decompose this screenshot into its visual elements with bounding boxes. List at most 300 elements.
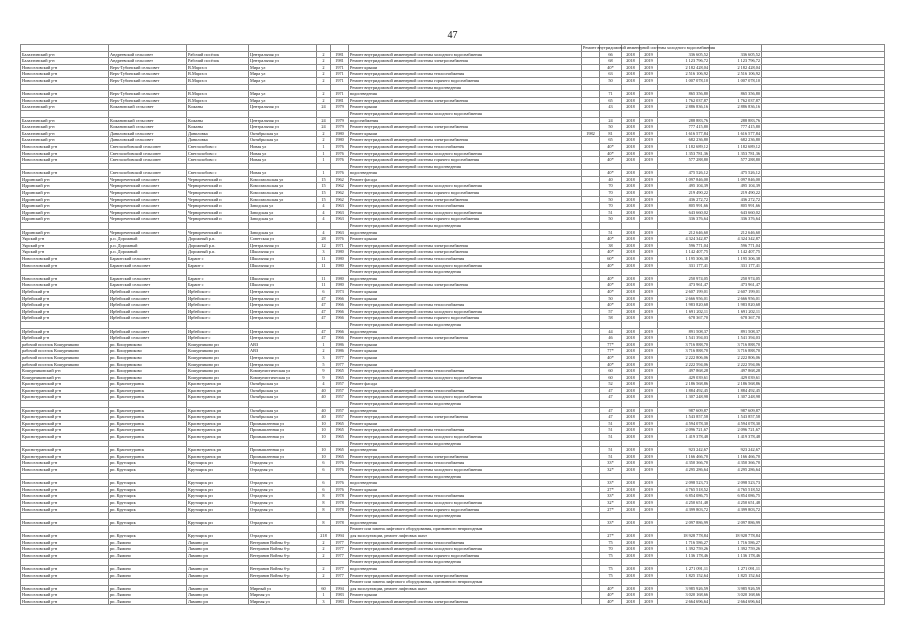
cell-street: Советская ул — [249, 236, 317, 243]
cell-house: 218 — [317, 532, 331, 539]
cell-district: Новоселовский р-н — [21, 275, 109, 282]
cell-cost-total: 212 646,60 — [710, 229, 762, 236]
cell-district — [21, 513, 109, 520]
cell-settlement: Кожановский сельсовет — [109, 117, 187, 124]
cell-work-type: Ремонт внутридомовой инженерной системы теплоснабжения — [349, 143, 582, 150]
cell-street — [249, 579, 317, 586]
cell-year-extra — [582, 381, 600, 388]
cell-year-extra — [582, 387, 600, 394]
cell-work-type: Ремонт внутридомовой инженерной системы холодного водоснабжения — [349, 434, 582, 441]
table-row — [21, 84, 885, 91]
table-row — [21, 526, 885, 533]
cell-district: Идринский р-н — [21, 209, 109, 216]
cell-notes — [762, 598, 885, 605]
cell-district: Новоселовский р-н — [21, 150, 109, 157]
cell-plan-start: 2018 — [622, 414, 640, 421]
cell-district: Краснотуранский р-н — [21, 387, 109, 394]
cell-year-extra — [582, 302, 600, 309]
cell-work-type: Ремонт внутридомовой инженерной системы горячего водоснабжения — [349, 157, 582, 164]
cell-year: 1957 — [331, 381, 349, 388]
cell-year-extra — [582, 71, 600, 78]
cell-plan-end: 2019 — [640, 354, 658, 361]
cell-plan-end: 2019 — [640, 368, 658, 375]
cell-year: 1976 — [331, 467, 349, 474]
cell-plan-end: 2019 — [640, 137, 658, 144]
cell-work-type: Ремонт внутридомовой инженерной системы теплоснабжения — [349, 203, 582, 210]
cell-house: 9 — [317, 374, 331, 381]
cell-year-extra — [582, 361, 600, 368]
cell-cost: 3 985 926,59 — [658, 585, 710, 592]
table-row — [21, 407, 885, 414]
cell-work-type: Ремонт внутридомовой инженерной системы водоотведения — [349, 163, 582, 170]
cell-cost-total: 2 182 428,04 — [710, 64, 762, 71]
table-row — [21, 559, 885, 566]
cell-plan-end: 2019 — [640, 176, 658, 183]
cell-wear — [600, 473, 622, 480]
cell-locality: Краснотуранск рп — [187, 407, 249, 414]
cell-notes — [762, 124, 885, 131]
cell-street: Школьная ул — [249, 275, 317, 282]
cell-cost: 678 367,70 — [658, 315, 710, 322]
cell-street: Центральная ул — [249, 242, 317, 249]
cell-year: 1957 — [331, 394, 349, 401]
cell-cost: 2 096 721,67 — [658, 427, 710, 434]
cell-cost: 1 166 466,70 — [658, 453, 710, 460]
cell-street: Коммунистическая ул — [249, 368, 317, 375]
cell-house: 8 — [317, 506, 331, 513]
cell-year: 1963 — [331, 229, 349, 236]
cell-locality: Ирбейское с — [187, 335, 249, 342]
cell-locality: Ирбейское с — [187, 295, 249, 302]
table-row — [21, 150, 885, 157]
cell-year: 1994 — [331, 532, 349, 539]
cell-settlement: рп. Краснотуранск — [109, 427, 187, 434]
cell-wear: 75 — [600, 572, 622, 579]
cell-house: 11 — [317, 282, 331, 289]
cell-street: Центральная ул — [249, 295, 317, 302]
cell-year: 1977 — [331, 361, 349, 368]
cell-street: Отрадная ул — [249, 467, 317, 474]
cell-year-extra — [582, 394, 600, 401]
cell-house: 8 — [317, 493, 331, 500]
cell-street: Заводская ул — [249, 229, 317, 236]
cell-year: 1980 — [331, 137, 349, 144]
cell-cost-total: 475 526,12 — [710, 170, 762, 177]
cell-plan-end: 2019 — [640, 77, 658, 84]
table-row — [21, 546, 885, 553]
table-row — [21, 321, 885, 328]
cell-cost-total: 219 490,22 — [710, 190, 762, 197]
table-row — [21, 341, 885, 348]
cell-year: 1965 — [331, 447, 349, 454]
table-row — [21, 440, 885, 447]
cell-house: 24 — [317, 124, 331, 131]
cell-cost — [658, 440, 710, 447]
cell-year-extra — [582, 269, 600, 276]
cell-settlement: Чернореченский сельсовет — [109, 203, 187, 210]
cell-notes — [762, 493, 885, 500]
cell-settlement: Ирбейский сельсовет — [109, 302, 187, 309]
cell-year-extra — [582, 97, 600, 104]
cell-plan-end: 2019 — [640, 117, 658, 124]
cell-locality: Кошурниково рп — [187, 361, 249, 368]
cell-house: 40 — [317, 387, 331, 394]
cell-wear: 47 — [600, 414, 622, 421]
cell-wear: 40* — [600, 236, 622, 243]
cell-settlement: Даниловский сельсовет — [109, 137, 187, 144]
cell-cost-total — [710, 223, 762, 230]
cell-locality — [187, 84, 249, 91]
cell-settlement: Чернореченский сельсовет — [109, 229, 187, 236]
cell-work-type: Ремонт внутридомовой инженерной системы электроснабжения — [349, 249, 582, 256]
cell-work-type: Ремонт крыши — [349, 236, 582, 243]
cell-plan-start: 2018 — [622, 183, 640, 190]
cell-notes — [762, 236, 885, 243]
cell-wear: 33* — [600, 480, 622, 487]
cell-street: Центральная ул — [249, 117, 317, 124]
cell-plan-start: 2018 — [622, 308, 640, 315]
cell-year: 1980 — [331, 262, 349, 269]
cell-house: 3 — [317, 354, 331, 361]
cell-district: Балахтинский р-н — [21, 130, 109, 137]
cell-locality — [187, 579, 249, 586]
cell-plan-end: 2019 — [640, 592, 658, 599]
cell-wear: 51 — [600, 427, 622, 434]
cell-year — [331, 110, 349, 117]
cell-plan-end: 2019 — [640, 203, 658, 210]
cell-street: Новая ул — [249, 170, 317, 177]
cell-locality: Светлолобово с — [187, 143, 249, 150]
cell-settlement: рп. Лямино — [109, 592, 187, 599]
cell-year-extra — [582, 486, 600, 493]
cell-plan-end: 2019 — [640, 480, 658, 487]
cell-settlement: рп. Крутоярск — [109, 499, 187, 506]
cell-district: Ирбейский р-н — [21, 302, 109, 309]
cell-notes — [762, 269, 885, 276]
cell-work-type: Ремонт крыши — [349, 288, 582, 295]
cell-cost-total: 682 236,80 — [710, 137, 762, 144]
cell-settlement — [109, 269, 187, 276]
cell-settlement: Чернореченский сельсовет — [109, 183, 187, 190]
cell-year-extra — [582, 176, 600, 183]
cell-plan-start: 2018 — [622, 499, 640, 506]
cell-work-type: Ремонт крыши — [349, 295, 582, 302]
cell-year-extra — [582, 203, 600, 210]
cell-house: 9 — [317, 368, 331, 375]
cell-year: 1978 — [331, 493, 349, 500]
cell-wear: 40* — [600, 64, 622, 71]
cell-plan-end — [640, 579, 658, 586]
cell-street: Ветеранов Войны б-р — [249, 572, 317, 579]
cell-work-type: для эксплуатации, ремонт лифтовых шахт — [349, 532, 582, 539]
cell-wear: 66 — [600, 51, 622, 58]
cell-year: 1976 — [331, 143, 349, 150]
cell-district — [21, 321, 109, 328]
cell-district — [21, 163, 109, 170]
cell-plan-start: 2018 — [622, 157, 640, 164]
table-row — [21, 183, 885, 190]
cell-cost: 891 508,37 — [658, 328, 710, 335]
cell-cost: 436 272,72 — [658, 196, 710, 203]
cell-work-type: Ремонт внутридомовой инженерной системы горячего водоснабжения — [349, 77, 582, 84]
cell-locality: Чернореченский п — [187, 196, 249, 203]
cell-notes — [762, 460, 885, 467]
cell-settlement: рп. Лямино — [109, 585, 187, 592]
cell-year-extra — [582, 275, 600, 282]
cell-cost-total: 2 666 956,01 — [710, 295, 762, 302]
cell-wear: 27* — [600, 486, 622, 493]
cell-locality: Краснотуранск рп — [187, 394, 249, 401]
cell-year: 1976 — [331, 236, 349, 243]
cell-year-extra — [582, 592, 600, 599]
cell-notes — [762, 361, 885, 368]
cell-settlement: рп. Лямино — [109, 552, 187, 559]
cell-cost: 1 762 037,87 — [658, 97, 710, 104]
cell-locality: Бараит с — [187, 262, 249, 269]
cell-locality: Кошурниково рп — [187, 348, 249, 355]
cell-year: 1979 — [331, 117, 349, 124]
cell-locality: Дорожный р.п. — [187, 242, 249, 249]
cell-street — [249, 84, 317, 91]
cell-year-extra — [582, 58, 600, 65]
cell-notes — [762, 434, 885, 441]
cell-work-type: Ремонт внутридомовой инженерной системы холодного водоснабжения — [349, 262, 582, 269]
cell-locality: Чернореченский п — [187, 183, 249, 190]
cell-wear: 50 — [600, 196, 622, 203]
cell-year: 1971 — [331, 242, 349, 249]
cell-cost-total: 6 854 086,75 — [710, 493, 762, 500]
cell-cost-total: 2 097 886,99 — [710, 519, 762, 526]
cell-district: Ирбейский р-н — [21, 315, 109, 322]
cell-locality: Кошурниково рп — [187, 368, 249, 375]
cell-cost: 2 664 696,64 — [658, 598, 710, 605]
cell-notes — [762, 374, 885, 381]
cell-district: Балахтинский р-н — [21, 104, 109, 111]
cell-year: 1980 — [331, 130, 349, 137]
cell-work-type: Ремонт внутридомовой инженерной системы электроснабжения — [349, 242, 582, 249]
cell-house — [317, 45, 331, 52]
table-row — [21, 368, 885, 375]
cell-cost-total — [710, 579, 762, 586]
cell-locality: Дорожный р.п. — [187, 249, 249, 256]
cell-work-type: Ремонт внутридомовой инженерной системы водоотведения — [349, 321, 582, 328]
cell-settlement: р.п. Дорожный — [109, 242, 187, 249]
cell-settlement: Ирбейский сельсовет — [109, 308, 187, 315]
cell-year — [331, 269, 349, 276]
cell-work-type: водоотведения — [349, 275, 582, 282]
cell-cost-total: 473 961,47 — [710, 282, 762, 289]
cell-plan-start: 2018 — [622, 565, 640, 572]
cell-year-extra — [582, 137, 600, 144]
cell-plan-end: 2019 — [640, 216, 658, 223]
cell-wear: 33* — [600, 493, 622, 500]
cell-district: Новоселовский р-н — [21, 506, 109, 513]
cell-notes — [762, 420, 885, 427]
cell-plan-end: 2019 — [640, 58, 658, 65]
cell-wear — [600, 440, 622, 447]
cell-work-type: Ремонт внутридомовой инженерной системы электроснабжения — [349, 453, 582, 460]
cell-wear: 70 — [600, 203, 622, 210]
cell-district: Новоселовский р-н — [21, 91, 109, 98]
cell-district: Новоселовский р-н — [21, 598, 109, 605]
cell-street: Мира ул — [249, 77, 317, 84]
cell-work-type: водоотведения — [349, 328, 582, 335]
cell-work-type: Ремонт внутридомовой инженерной системы электроснабжения — [349, 414, 582, 421]
cell-locality: В.Марга п — [187, 71, 249, 78]
cell-year-extra — [582, 143, 600, 150]
cell-street: Мира ул — [249, 71, 317, 78]
cell-district: Новоселовский р-н — [21, 486, 109, 493]
cell-cost-total — [710, 559, 762, 566]
cell-plan-start: 2018 — [622, 71, 640, 78]
cell-locality — [187, 473, 249, 480]
cell-cost: 2 607 199,01 — [658, 288, 710, 295]
cell-work-type: Ремонт внутридомовой инженерной системы холодного водоснабжения — [349, 467, 582, 474]
cell-plan-start: 2018 — [622, 143, 640, 150]
cell-notes — [762, 348, 885, 355]
cell-locality: Кошурниково рп — [187, 374, 249, 381]
cell-wear: 40* — [600, 282, 622, 289]
cell-notes — [762, 143, 885, 150]
cell-plan-start: 2018 — [622, 506, 640, 513]
cell-cost-total — [710, 401, 762, 408]
cell-plan-start: 2018 — [622, 275, 640, 282]
cell-locality: Рабочий посёлок — [187, 58, 249, 65]
cell-cost-total: 1 983 820,68 — [710, 302, 762, 309]
cell-locality: Светлолобово с — [187, 150, 249, 157]
cell-district — [21, 269, 109, 276]
cell-plan-end: 2019 — [640, 302, 658, 309]
cell-cost-total: 2 607 199,01 — [710, 288, 762, 295]
cell-house: 3 — [317, 249, 331, 256]
cell-notes — [762, 223, 885, 230]
table-row — [21, 209, 885, 216]
cell-locality — [187, 513, 249, 520]
cell-street: АВЗ — [249, 348, 317, 355]
cell-work-type: Ремонт внутридомовой инженерной системы водоотведения — [349, 559, 582, 566]
cell-cost-total: 1 136 178,46 — [710, 552, 762, 559]
cell-district: рабочий поселок Кошурниково — [21, 361, 109, 368]
cell-locality: Ирбейское с — [187, 315, 249, 322]
cell-cost-total: 288 883,76 — [710, 117, 762, 124]
cell-cost: 2 186 568,86 — [658, 381, 710, 388]
cell-cost-total: 2 186 568,86 — [710, 381, 762, 388]
cell-notes — [762, 335, 885, 342]
cell-cost-total: 1 884 492,45 — [710, 387, 762, 394]
cell-plan-end: 2019 — [640, 486, 658, 493]
cell-year-extra — [582, 374, 600, 381]
cell-year: 1966 — [331, 328, 349, 335]
cell-street: Новая ул — [249, 157, 317, 164]
cell-wear: 47 — [600, 407, 622, 414]
cell-year-extra — [582, 209, 600, 216]
cell-house — [317, 579, 331, 586]
cell-work-type: Ремонт крыши — [349, 104, 582, 111]
cell-settlement: рп. Кошурниково — [109, 354, 187, 361]
cell-notes — [762, 546, 885, 553]
cell-year: 1965 — [331, 374, 349, 381]
cell-street: Октябрьская ул — [249, 137, 317, 144]
cell-locality: Светлолобово с — [187, 170, 249, 177]
cell-wear: 40* — [600, 302, 622, 309]
cell-cost-total — [710, 163, 762, 170]
cell-year: 1976 — [331, 460, 349, 467]
cell-plan-start: 2018 — [622, 150, 640, 157]
cell-notes — [762, 130, 885, 137]
cell-plan-end: 2019 — [640, 585, 658, 592]
cell-cost-total: 2 098 523,73 — [710, 480, 762, 487]
cell-plan-end — [640, 401, 658, 408]
cell-street: Промышленная ул — [249, 434, 317, 441]
cell-street: Октябрьская ул — [249, 394, 317, 401]
cell-settlement: рп. Краснотуранск — [109, 381, 187, 388]
cell-cost: 1 271 091,11 — [658, 565, 710, 572]
cell-plan-start: 2018 — [622, 354, 640, 361]
cell-district: Уярский р-н — [21, 236, 109, 243]
cell-district: Краснотуранский р-н — [21, 381, 109, 388]
cell-plan-start: 2018 — [622, 486, 640, 493]
cell-wear: 81 — [600, 130, 622, 137]
cell-cost: 923 242,67 — [658, 447, 710, 454]
cell-street — [249, 401, 317, 408]
cell-cost-total: 4 594 078,30 — [710, 420, 762, 427]
cell-district: Балахтинский р-н — [21, 137, 109, 144]
cell-house: 1 — [317, 592, 331, 599]
table-row — [21, 236, 885, 243]
table-row — [21, 282, 885, 289]
cell-wear — [600, 559, 622, 566]
cell-locality: Кожаны — [187, 104, 249, 111]
table-row — [21, 104, 885, 111]
cell-street: Центральная ул — [249, 361, 317, 368]
cell-work-type: водоотведения — [349, 565, 582, 572]
cell-work-type: Ремонт крыши — [349, 420, 582, 427]
table-row — [21, 328, 885, 335]
cell-house: 10 — [317, 427, 331, 434]
cell-locality: Лямино рп — [187, 565, 249, 572]
cell-street: Мира ул — [249, 64, 317, 71]
cell-locality — [187, 440, 249, 447]
cell-plan-end — [640, 473, 658, 480]
cell-work-type: Ремонт внутридомовой инженерной системы теплоснабжения — [349, 302, 582, 309]
cell-year: 1965 — [331, 420, 349, 427]
cell-work-type: водоотведения — [349, 480, 582, 487]
cell-settlement: р.п. Дорожный — [109, 249, 187, 256]
cell-settlement: Бараитский сельсовет — [109, 262, 187, 269]
cell-plan-end: 2019 — [640, 64, 658, 71]
cell-settlement: Ирбейский сельсовет — [109, 328, 187, 335]
cell-year: 1986 — [331, 341, 349, 348]
cell-plan-start: 2018 — [622, 203, 640, 210]
cell-settlement — [109, 513, 187, 520]
cell-work-type: Ремонт или замена лифтового оборудования, признанного непригодным — [349, 579, 582, 586]
cell-cost-total — [710, 440, 762, 447]
cell-work-type — [349, 45, 582, 52]
cell-cost-total — [710, 45, 762, 52]
cell-plan-start: 2018 — [622, 236, 640, 243]
table-row — [21, 130, 885, 137]
cell-street — [249, 110, 317, 117]
cell-plan-end — [640, 440, 658, 447]
table-row — [21, 361, 885, 368]
cell-house: 2 — [317, 348, 331, 355]
cell-locality: Ирбейское с — [187, 308, 249, 315]
table-row — [21, 519, 885, 526]
cell-plan-start: 2018 — [622, 196, 640, 203]
cell-district: Краснотуранский р-н — [21, 407, 109, 414]
table-row — [21, 302, 885, 309]
cell-year-extra — [582, 427, 600, 434]
